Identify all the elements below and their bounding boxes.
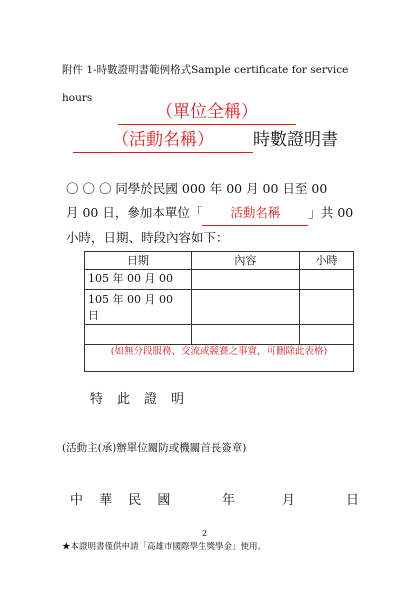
table-cell-date: 105 年 00 月 00 [85,270,192,290]
unit-full-name-title: （單位全稱） [118,100,296,125]
header-content: 內容 [191,252,299,270]
table-note-row [85,345,354,372]
usage-footnote: ★本證明書僅供申請「高雄市國際學生獎學金」使用。 [62,542,267,552]
table-row [85,325,354,345]
certificate-body [66,177,366,250]
table-cell-date [85,325,192,345]
body-line-2-end: 」共 00 [308,205,354,220]
certificate-title-suffix: 時數證明書 [253,130,338,150]
table-cell-date: 105 年 00 月 00 日 [85,290,192,325]
header-date: 日期 [85,252,192,270]
page-number: 2 [202,529,208,538]
table-note: (如無分段服務、交流或競賽之事實，可刪除此表格) [85,345,354,372]
table-row [85,270,354,290]
table-cell-content [191,325,299,345]
body-line-2-start: 月 00 日，參加本單位「 [66,205,203,220]
body-line-1: 〇 〇 〇 同學於民國 000 年 00 月 00 日至 00 [66,181,328,196]
signature-label: (活動主(承)辦單位關防或機關首長簽章) [62,442,247,454]
header-hours: 小時 [300,252,354,270]
table-cell-hours [300,270,354,290]
issue-date-line [70,489,360,509]
body-line-3: 小時，日期、時段內容如下： [66,230,229,245]
special-certification: 特此證明 [90,392,199,407]
table-cell-hours [300,290,354,325]
table-row [85,290,354,325]
table-cell-hours [300,325,354,345]
table-cell-content [191,270,299,290]
date-month-label: 月 [282,493,296,508]
activity-name-title: （活動名稱） [73,128,253,153]
date-day-label: 日 [346,493,360,508]
body-line-2 [66,201,366,226]
table-cell-content [191,290,299,325]
attachment-caption: 附件 1-時數證明書範例格式Sample certificate for service hours [62,64,349,104]
activity-name-fill: 活動名稱 [202,201,308,226]
date-roc-label: 中 華 民 國 [70,493,177,508]
service-hours-table [84,251,354,372]
date-year-label: 年 [222,493,236,508]
table-header-row [85,252,354,270]
certificate-title [73,128,338,153]
